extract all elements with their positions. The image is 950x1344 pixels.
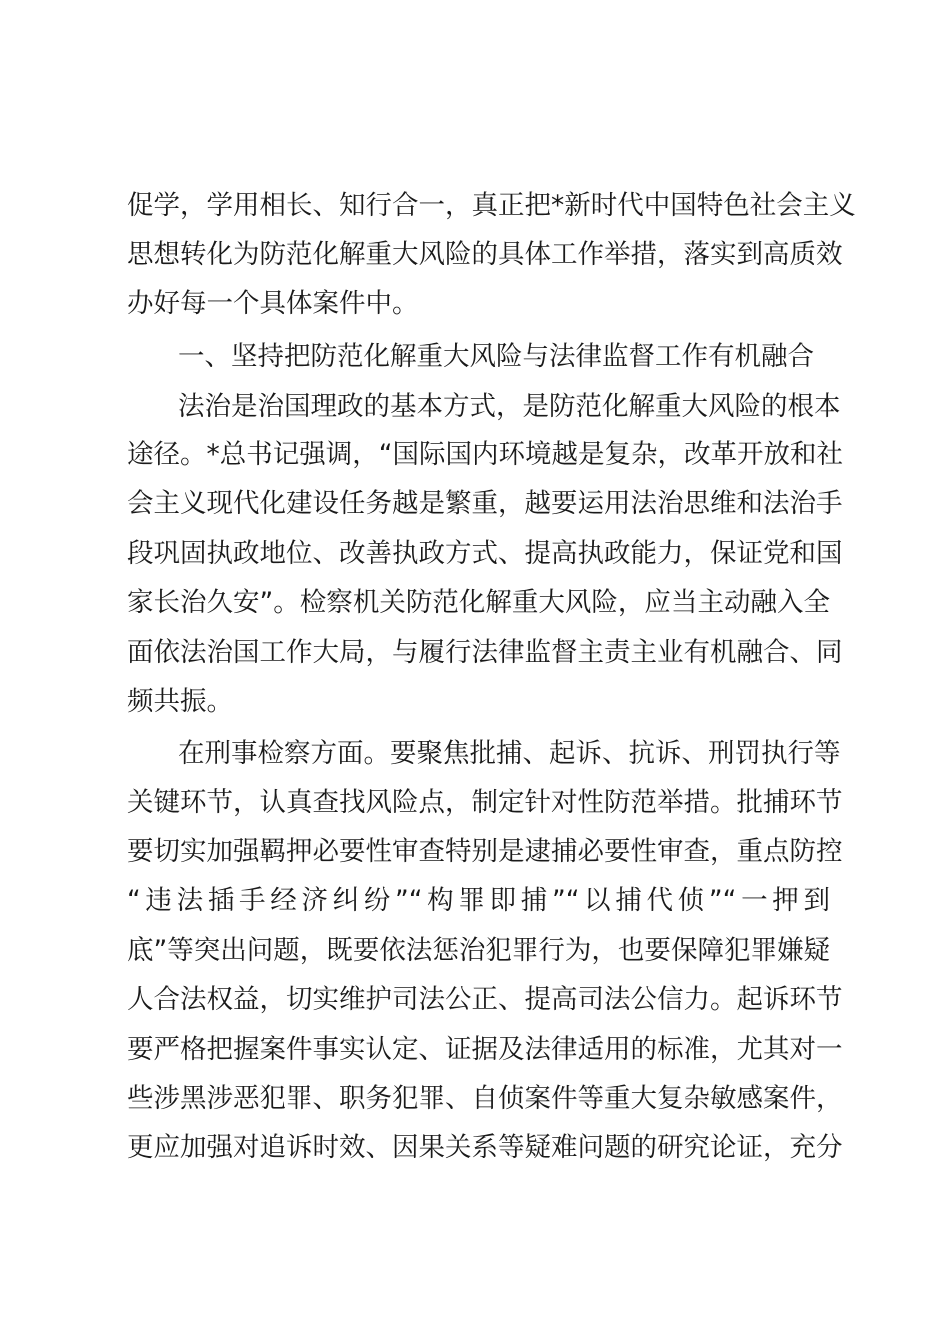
body-text-line: 要严格把握案件事实认定、证据及法律适用的标准，尤其对一 (127, 1034, 843, 1065)
section-heading: 一、坚持把防范化解重大风险与法律监督工作有机融合 (178, 341, 814, 372)
body-text-line: 段巩固执政地位、改善执政方式、提高执政能力，保证党和国 (127, 538, 843, 569)
body-text-line: 人合法权益，切实维护司法公正、提高司法公信力。起诉环节 (127, 984, 843, 1015)
body-text-line: 关键环节，认真查找风险点，制定针对性防范举措。批捕环节 (127, 787, 843, 818)
body-text-line: 思想转化为防范化解重大风险的具体工作举措，落实到高质效 (127, 239, 843, 270)
body-text-line: “违法插手经济纠纷”“构罪即捕”“以捕代侦”“一押到 (127, 885, 830, 916)
body-text-line: 更应加强对追诉时效、因果关系等疑难问题的研究论证，充分 (127, 1132, 843, 1163)
body-text-line: 面依法治国工作大局，与履行法律监督主责主业有机融合、同 (127, 637, 843, 668)
body-text-line: 家长治久安”。检察机关防范化解重大风险，应当主动融入全 (127, 587, 830, 618)
body-text-line: 在刑事检察方面。要聚焦批捕、起诉、抗诉、刑罚执行等 (178, 738, 841, 769)
body-text-line: 促学，学用相长、知行合一，真正把*新时代中国特色社会主义 (127, 190, 856, 221)
body-text-line: 途径。*总书记强调，“国际国内环境越是复杂，改革开放和社 (127, 439, 843, 470)
body-text-line: 频共振。 (127, 686, 233, 717)
body-text-line: 办好每一个具体案件中。 (127, 288, 419, 319)
body-text-line: 些涉黑涉恶犯罪、职务犯罪、自侦案件等重大复杂敏感案件， (127, 1083, 843, 1114)
body-text-line: 会主义现代化建设任务越是繁重，越要运用法治思维和法治手 (127, 488, 843, 519)
body-text-line: 要切实加强羁押必要性审查特别是逮捕必要性审查，重点防控 (127, 836, 843, 867)
body-text-line: 法治是治国理政的基本方式，是防范化解重大风险的根本 (178, 391, 841, 422)
body-text-line: 底”等突出问题，既要依法惩治犯罪行为，也要保障犯罪嫌疑 (127, 935, 830, 966)
